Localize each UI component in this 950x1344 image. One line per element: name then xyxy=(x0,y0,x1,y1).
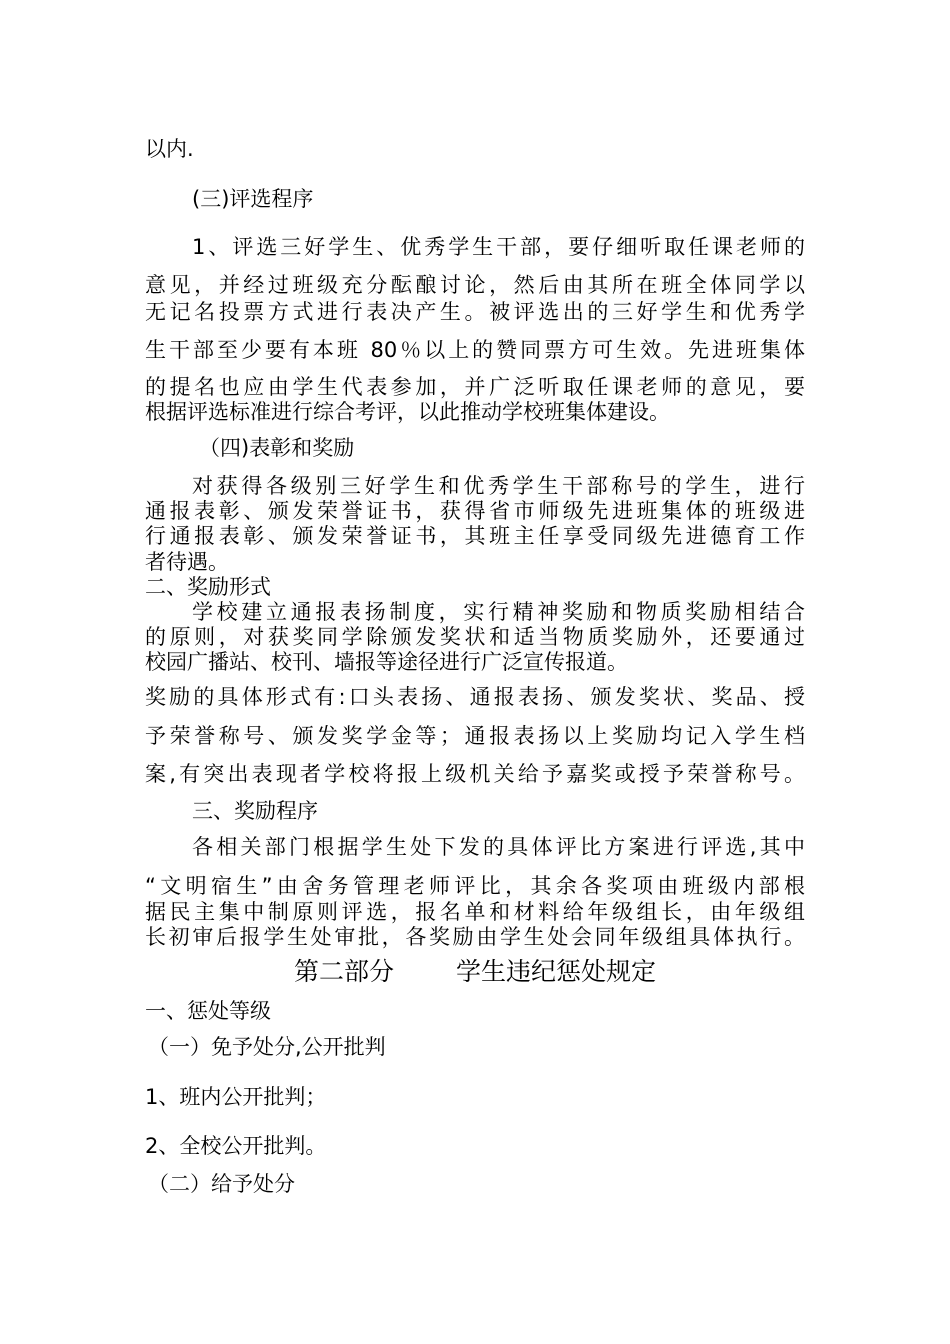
paragraph-line: 者待遇。 xyxy=(145,550,229,574)
paragraph-line: 对获得各级别三好学生和优秀学生干部称号的学生，进行 xyxy=(192,474,805,498)
paragraph-line: 学校建立通报表扬制度，实行精神奖励和物质奖励相结合 xyxy=(192,600,805,624)
paragraph-line: 的原则，对获奖同学除颁发奖状和适当物质奖励外，还要通过 xyxy=(145,625,805,649)
subsection-heading xyxy=(192,185,852,213)
section-heading: 二、奖励形式 xyxy=(145,575,271,599)
paragraph-line: 案,有突出表现者学校将报上级机关给予嘉奖或授予荣誉称号。 xyxy=(145,762,805,786)
paragraph-tail: 以内. xyxy=(145,137,194,161)
paragraph-line: 无记名投票方式进行表决产生。被评选出的三好学生和优秀学 xyxy=(145,300,805,324)
list-item: 2、全校公开批判。 xyxy=(145,1134,327,1158)
paragraph-line: 各相关部门根据学生处下发的具体评比方案进行评选,其中 xyxy=(192,835,805,859)
paragraph-line: 奖励的具体形式有:口头表扬、通报表扬、颁发奖状、奖品、授 xyxy=(145,685,805,709)
paragraph-line: 予荣誉称号、颁发奖学金等；通报表扬以上奖励均记入学生档 xyxy=(145,724,805,748)
subsection-heading: （一）免予处分,公开批判 xyxy=(148,1035,386,1059)
subsection-heading: （四)表彰和奖励 xyxy=(199,436,355,460)
paragraph-line: 根据评选标准进行综合考评，以此推动学校班集体建设。 xyxy=(145,400,670,424)
part-title xyxy=(145,956,805,988)
paragraph-line: 校园广播站、校刊、墙报等途径进行广泛宣传报道。 xyxy=(145,650,628,674)
paragraph-line: 行通报表彰、颁发荣誉证书，其班主任享受同级先进德育工作 xyxy=(145,524,805,548)
list-item: 1、班内公开批判； xyxy=(145,1085,327,1109)
paragraph-line: “文明宿生”由舍务管理老师评比，其余各奖项由班级内部根 xyxy=(145,874,805,898)
paragraph-line: 意见，并经过班级充分酝酿讨论，然后由其所在班全体同学以 xyxy=(145,273,805,297)
paragraph-line: 长初审后报学生处审批，各奖励由学生处会同年级组具体执行。 xyxy=(145,925,805,949)
paragraph-line: 生干部至少要有本班 80％以上的赞同票方可生效。先进班集体 xyxy=(145,338,805,362)
subsection-heading-text: (三)评选程序 xyxy=(192,187,314,211)
paragraph-line: 1、评选三好学生、优秀学生干部，要仔细听取任课老师的 xyxy=(192,235,805,259)
section-heading: 三、奖励程序 xyxy=(192,799,318,823)
subsection-heading: （二）给予处分 xyxy=(148,1172,295,1196)
part-title-name: 学生违纪惩处规定 xyxy=(456,957,657,986)
paragraph-line: 通报表彰、颁发荣誉证书，获得省市师级先进班集体的班级进 xyxy=(145,499,805,523)
paragraph-line: 的提名也应由学生代表参加，并广泛听取任课老师的意见，要 xyxy=(145,375,805,399)
section-heading: 一、惩处等级 xyxy=(145,999,271,1023)
paragraph-line: 据民主集中制原则评选，报名单和材料给年级组长，由年级组 xyxy=(145,900,805,924)
part-title-number: 第二部分 xyxy=(293,957,394,986)
